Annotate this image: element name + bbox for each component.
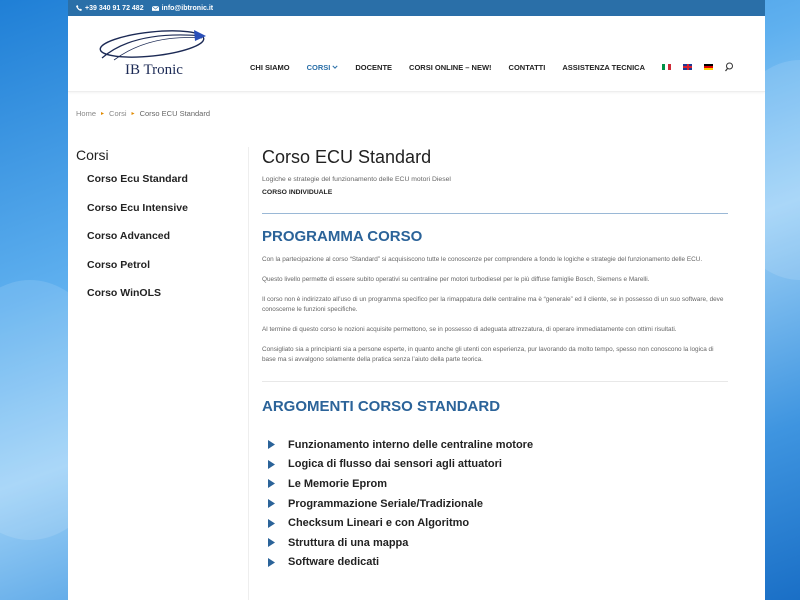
triangle-bullet-icon [268,538,275,547]
german-flag-icon[interactable] [704,64,713,70]
program-paragraph: Con la partecipazione al corso “Standard” si acquisiscono tutte le conoscenze per comprendere a fondo le logiche e strategie del funzionamento delle ECU. [262,256,703,263]
main-nav [250,62,735,72]
phone-contact[interactable] [76,5,144,12]
site-header [68,16,765,92]
top-bar [68,0,765,16]
program-paragraph: Questo livello permette di essere subito operativi su centraline per motori turbodiesel per le più diffuse famiglie Bosch, Siemens e Marelli. [262,276,650,283]
list-item [262,455,728,475]
email-address: info@ibtronic.it [161,4,214,12]
triangle-bullet-icon [268,519,275,528]
nav-chi-siamo[interactable]: CHI SIAMO [250,62,290,72]
main-content [262,147,728,572]
breadcrumb-separator-icon: ▸ [131,111,135,117]
course-type: CORSO INDIVIDUALE [262,189,333,196]
breadcrumb-section[interactable]: Corsi [109,109,127,118]
sidebar-item-ecu-standard[interactable]: Corso Ecu Standard [87,173,188,185]
topic-label: Software dedicati [288,556,380,569]
triangle-bullet-icon [268,440,275,449]
triangle-bullet-icon [268,460,275,469]
sidebar-divider [248,147,249,600]
topics-list [262,435,728,572]
nav-contatti[interactable]: CONTATTI [508,62,546,72]
list-item [262,513,728,533]
page-container [68,0,765,600]
course-subtitle: Logiche e strategie del funzionamento delle ECU motori Diesel [262,176,451,183]
sidebar-item-winols[interactable]: Corso WinOLS [87,287,161,299]
chevron-down-icon [332,65,338,69]
sidebar [76,147,236,316]
phone-icon [76,5,82,11]
sidebar-item-petrol[interactable]: Corso Petrol [87,258,151,271]
program-paragraph: Al termine di questo corso le nozioni acquisite permettono, se in possesso di adeguata attrezzatura, di operare immediatamente con ottimi risultati. [262,326,677,333]
english-flag-icon[interactable] [683,64,692,70]
search-icon[interactable] [725,62,735,72]
nav-docente[interactable]: DOCENTE [355,62,393,72]
logo-text: IB Tronic [125,62,183,78]
email-contact[interactable] [152,5,214,12]
breadcrumb-current: Corso ECU Standard [139,109,211,118]
sidebar-title: Corsi [76,147,109,163]
program-paragraph: Consigliato sia a principianti sia a persone esperte, in quanto anche gli utenti con esperienza, pur lavorando da molto tempo, spesso non conoscono la logica di base ma si avvalgono solamente della pratica senza l’aiuto della parte teorica. [262,346,714,363]
italian-flag-icon[interactable] [662,64,671,70]
program-paragraph: Il corso non è indirizzato all’uso di un programma specifico per la rimappatura delle centraline ma è “generale” ed il cliente, se in possesso di un suo software, deve conoscerne le funzioni specifiche. [262,296,724,313]
list-item [262,533,728,553]
envelope-icon [152,6,159,11]
nav-corsi[interactable] [307,63,339,72]
list-item [262,553,728,573]
topic-label: Logica di flusso dai sensori agli attuatori [288,458,502,471]
sidebar-item-ecu-intensive[interactable]: Corso Ecu Intensive [87,201,188,214]
logo-swoosh-icon [94,26,214,66]
nav-assistenza-tecnica[interactable]: ASSISTENZA TECNICA [562,62,645,72]
section-divider [262,213,728,214]
topic-label: Funzionamento interno delle centraline motore [288,438,534,451]
nav-corsi-online[interactable]: CORSI ONLINE – NEW! [409,62,492,72]
topic-label: Struttura di una mappa [288,536,409,549]
phone-number: +39 340 91 72 482 [85,4,144,12]
triangle-bullet-icon [268,479,275,488]
triangle-bullet-icon [268,558,275,567]
page-title: Corso ECU Standard [262,147,432,167]
nav-corsi-label: CORSI [306,62,331,72]
breadcrumb-home[interactable]: Home [76,109,97,118]
breadcrumb-separator-icon: ▸ [101,111,105,117]
topic-label: Checksum Lineari e con Algoritmo [288,517,470,530]
breadcrumb [76,109,210,118]
topic-label: Programmazione Seriale/Tradizionale [288,497,484,510]
sidebar-item-advanced[interactable]: Corso Advanced [87,230,171,242]
list-item [262,474,728,494]
section-divider [262,381,728,382]
topics-title: ARGOMENTI CORSO STANDARD [262,398,501,415]
list-item [262,494,728,514]
topic-label: Le Memorie Eprom [288,477,388,490]
list-item [262,435,728,455]
triangle-bullet-icon [268,499,275,508]
program-title: PROGRAMMA CORSO [262,228,423,245]
